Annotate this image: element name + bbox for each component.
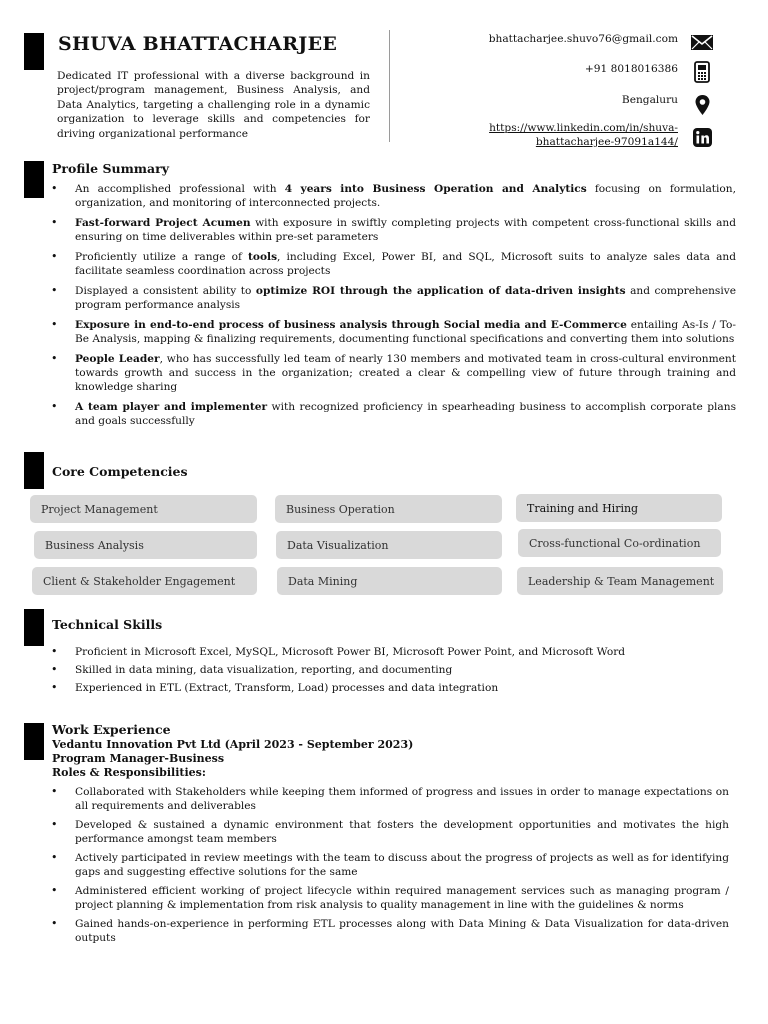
competency-chip: Business Analysis xyxy=(34,531,257,559)
responsibility-item: • Collaborated with Stakeholders while keeping them informed of progress and issues in order to manage expectations on all requirements and deliverables xyxy=(50,785,729,813)
candidate-name: SHUVA BHATTACHARJEE xyxy=(58,33,338,55)
contact-email[interactable]: bhattacharjee.shuvo76@gmail.com xyxy=(488,33,678,45)
text-run: and comprehensive program performance analysis xyxy=(75,285,736,311)
work-experience-heading: Work Experience xyxy=(52,722,171,737)
bold-phrase: Exposure in end-to-end process of business analysis through Social media and E-Commerce xyxy=(75,319,627,331)
profile-summary-heading: Profile Summary xyxy=(52,161,169,176)
profile-summary-list xyxy=(50,182,736,434)
competency-chip: Training and Hiring xyxy=(516,494,722,522)
contact-linkedin-link[interactable]: https://www.linkedin.com/in/shuva-bhattacharjee-97091a144/ xyxy=(489,122,678,148)
technical-skill-item: • Experienced in ETL (Extract, Transform, Load) processes and data integration xyxy=(50,681,740,695)
profile-summary-item xyxy=(50,216,736,244)
competency-chip: Leadership & Team Management xyxy=(517,567,723,595)
responsibility-item: • Administered efficient working of project lifecycle within required management services such as managing program / project planning & implementation from risk analysis to quality management in line with the guidelines & norms xyxy=(50,884,729,912)
bold-phrase: Fast-forward Project Acumen xyxy=(75,217,251,229)
job-title: Program Manager-Business xyxy=(52,752,225,765)
text-run: , who has successfully led team of nearly 130 members and motivated team in cross-cultural environment towards growth and success in the organization; created a clear & compelling view of future through training and knowledge sharing xyxy=(75,353,736,393)
competencies-section-bar xyxy=(24,452,44,489)
contact-phone: +91 8018016386 xyxy=(584,63,678,75)
contact-location: Bengaluru xyxy=(621,94,678,106)
text-run: Proficiently utilize a range of xyxy=(75,251,249,263)
competency-chip: Business Operation xyxy=(275,495,502,523)
technical-skills-list xyxy=(50,645,740,699)
text-run: focusing on formulation, organization, and monitoring of interconnected projects. xyxy=(75,183,736,209)
work-section-bar xyxy=(24,723,44,760)
employer-and-dates: Vedantu Innovation Pvt Ltd (April 2023 - September 2023) xyxy=(52,738,414,751)
header-accent-bar xyxy=(24,33,44,70)
bold-phrase: People Leader xyxy=(75,353,160,365)
text-run: with exposure in swiftly completing projects with competent cross-functional skills and ensuring on time deliverables within pre-set parameters xyxy=(75,217,736,243)
bold-phrase: tools xyxy=(248,251,278,263)
profile-summary-item xyxy=(50,250,736,278)
profile-summary-item xyxy=(50,284,736,312)
responsibility-item: • Developed & sustained a dynamic environment that fosters the development opportunities and motivates the high performance amongst team members xyxy=(50,818,729,846)
responsibility-item: • Actively participated in review meetings with the team to discuss about the progress of projects as well as for identifying gaps and suggesting effective solutions for the same xyxy=(50,851,729,879)
text-run: Displayed a consistent ability to xyxy=(75,285,256,297)
bold-phrase: A team player and implementer xyxy=(75,401,268,413)
profile-summary-item xyxy=(50,352,736,394)
location-pin-icon xyxy=(690,94,714,116)
technical-skill-item: • Skilled in data mining, data visualization, reporting, and documenting xyxy=(50,663,740,677)
technical-skills-heading: Technical Skills xyxy=(52,617,163,632)
text-run: An accomplished professional with xyxy=(75,183,285,195)
phone-icon xyxy=(690,61,714,83)
competency-chip: Client & Stakeholder Engagement xyxy=(32,567,257,595)
profile-summary-item xyxy=(50,182,736,210)
competency-chip: Data Visualization xyxy=(276,531,502,559)
profile-summary-item xyxy=(50,318,736,346)
responsibility-item: • Gained hands-on-experience in performing ETL processes along with Data Mining & Data Visualization for data-driven outputs xyxy=(50,917,729,945)
technical-section-bar xyxy=(24,609,44,646)
profile-summary-item xyxy=(50,400,736,428)
competency-chip: Data Mining xyxy=(277,567,502,595)
technical-skill-item: • Proficient in Microsoft Excel, MySQL, Microsoft Power BI, Microsoft Power Point, and Microsoft Word xyxy=(50,645,740,659)
profile-section-bar xyxy=(24,161,44,198)
header-divider xyxy=(389,30,390,142)
text-run: , including Excel, Power BI, and SQL, Microsoft suits to analyze sales data and facilitate seamless coordination across projects xyxy=(75,251,736,277)
bold-phrase: optimize ROI through the application of data-driven insights xyxy=(255,285,626,297)
work-responsibilities-list xyxy=(50,785,729,950)
bold-phrase: 4 years into Business Operation and Analytics xyxy=(284,183,587,195)
competency-chip: Cross-functional Co-ordination xyxy=(518,529,721,557)
text-run: entailing As-Is / To-Be Analysis, mapping & finalizing requirements, documenting functional specifications and converting them into solutions xyxy=(75,319,736,345)
intro-summary: Dedicated IT professional with a diverse background in project/program management, Business Analysis, and Data Analytics, targeting a challenging role in a dynamic organization to leverage skills and competencies for driving organizational performance xyxy=(57,70,370,140)
text-run: with recognized proficiency in spearheading business to accomplish corporate plans and goals successfully xyxy=(75,401,737,427)
envelope-icon xyxy=(690,31,714,53)
responsibilities-label: Roles & Responsibilities: xyxy=(52,766,206,779)
core-competencies-heading: Core Competencies xyxy=(52,464,188,479)
competency-chip: Project Management xyxy=(30,495,257,523)
linkedin-icon[interactable] xyxy=(690,126,714,148)
